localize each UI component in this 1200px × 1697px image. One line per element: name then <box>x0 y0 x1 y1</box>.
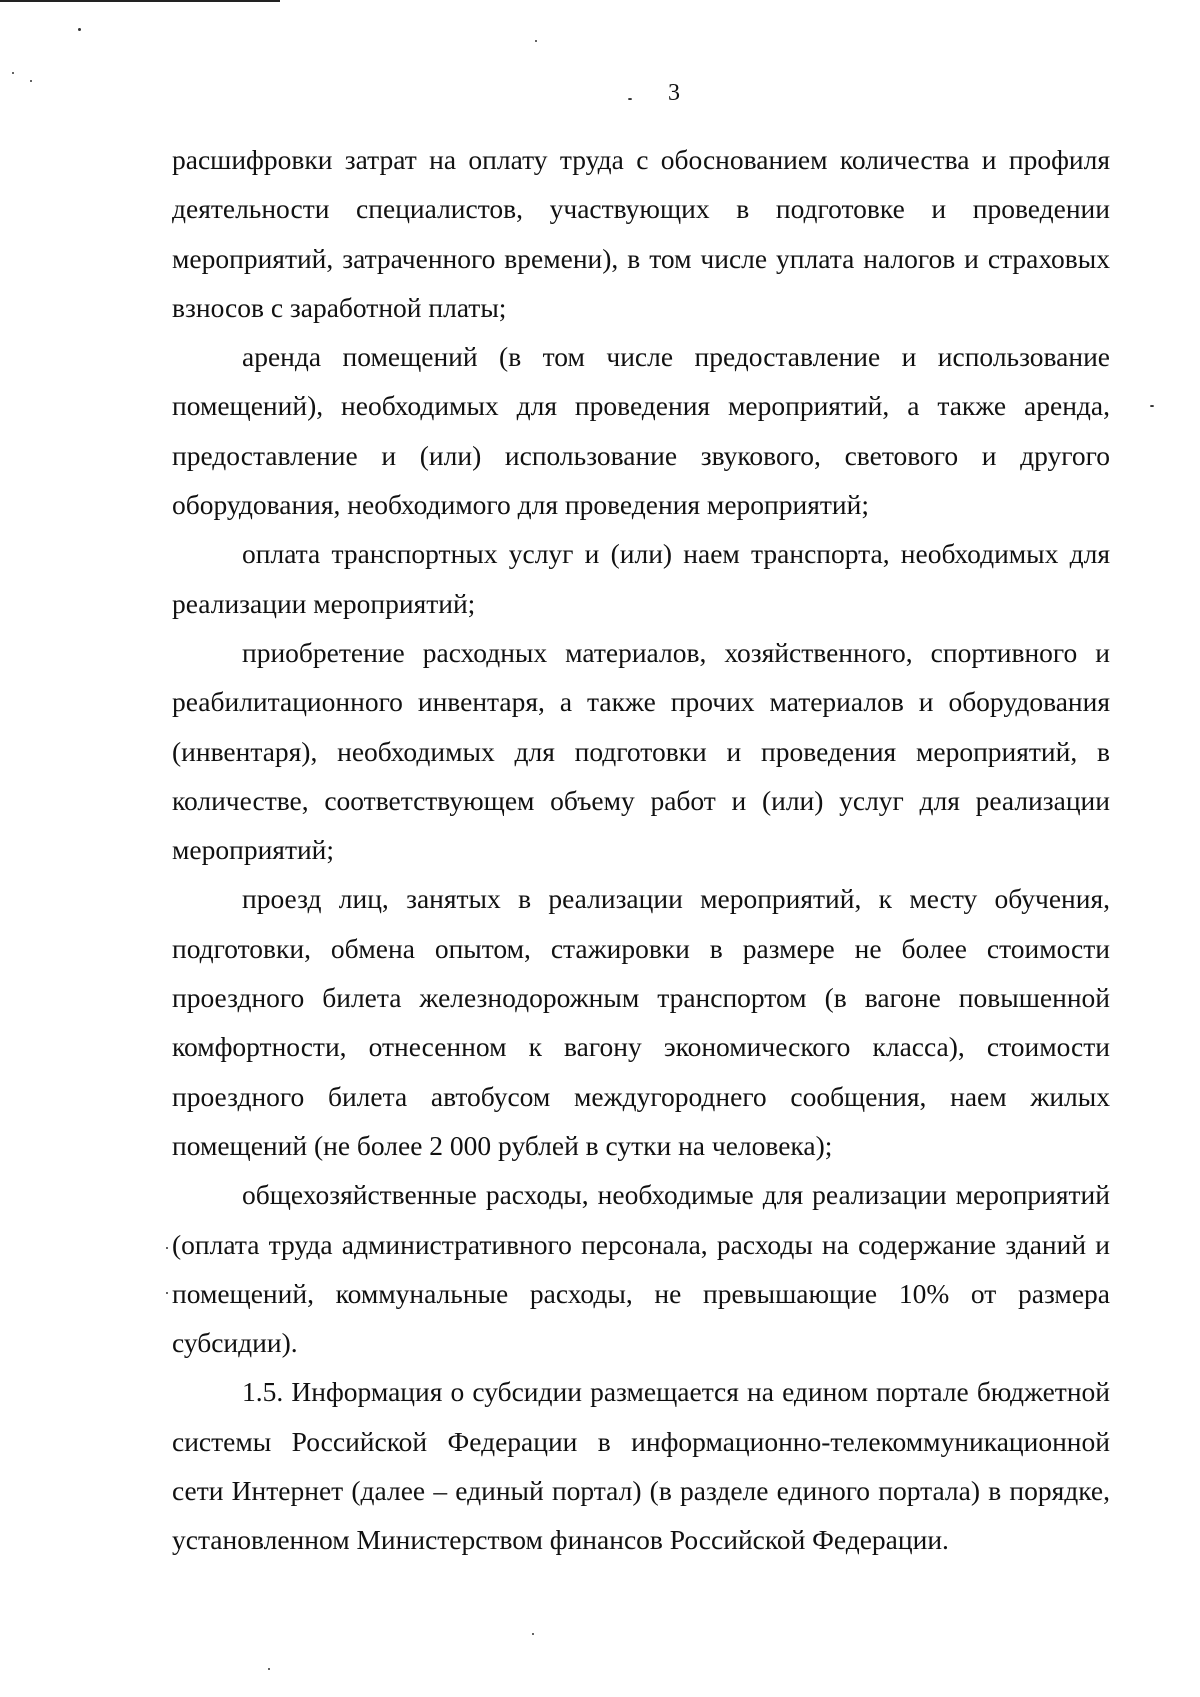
paragraph: оплата транспортных услуг и (или) наем транспорта, необходимых для реализации мероприятий; <box>172 538 1110 619</box>
scan-speck <box>535 40 537 42</box>
document-body <box>172 135 1110 1565</box>
paragraph: аренда помещений (в том числе предоставление и использование помещений), необходимых для проведения мероприятий, а также аренда, предоставление и (или) использование звукового, светового и другого оборудования, необходимого для проведения мероприятий; <box>172 341 1110 521</box>
scan-speck <box>268 1668 270 1670</box>
scan-speck <box>1150 405 1154 407</box>
paragraph: расшифровки затрат на оплату труда с обоснованием количества и профиля деятельности специалистов, участвующих в подготовке и проведении мероприятий, затраченного времени), в том числе уплата налогов и страховых взносов с заработной платы; <box>172 144 1110 323</box>
scan-speck <box>628 98 632 100</box>
scan-speck <box>166 1292 168 1294</box>
page-number: 3 <box>668 80 680 106</box>
paragraph: приобретение расходных материалов, хозяйственного, спортивного и реабилитационного инвентаря, а также прочих материалов и оборудования (инвентаря), необходимых для подготовки и проведения мероприятий, в количестве, соответствующем объему работ и (или) услуг для реализации мероприятий; <box>172 636 1110 866</box>
paragraph: общехозяйственные расходы, необходимые для реализации мероприятий (оплата труда административного персонала, расходы на содержание зданий и помещений, коммунальные расходы, не превышающие 10% от размера субсидии). <box>172 1179 1110 1359</box>
paragraph: 1.5. Информация о субсидии размещается на едином портале бюджетной системы Российской Федерации в информационно-телекоммуникационной сети Интернет (далее – единый портал) (в разделе единого портала) в порядке, установленном Министерством финансов Российской Федерации. <box>172 1376 1110 1556</box>
paragraph: проезд лиц, занятых в реализации мероприятий, к месту обучения, подготовки, обмена опытом, стажировки в размере не более стоимости проездного билета железнодорожным транспортом (в вагоне повышенной комфортности, отнесенном к вагону экономического класса), стоимости проездного билета автобусом междугороднего сообщения, наем жилых помещений (не более 2 000 рублей в сутки на человека); <box>172 883 1110 1161</box>
scan-speck <box>532 1633 534 1635</box>
scan-speck <box>12 72 14 74</box>
scan-speck <box>78 28 81 31</box>
scan-speck <box>166 1247 168 1249</box>
scan-speck <box>30 80 32 82</box>
scan-edge-line <box>0 0 280 2</box>
